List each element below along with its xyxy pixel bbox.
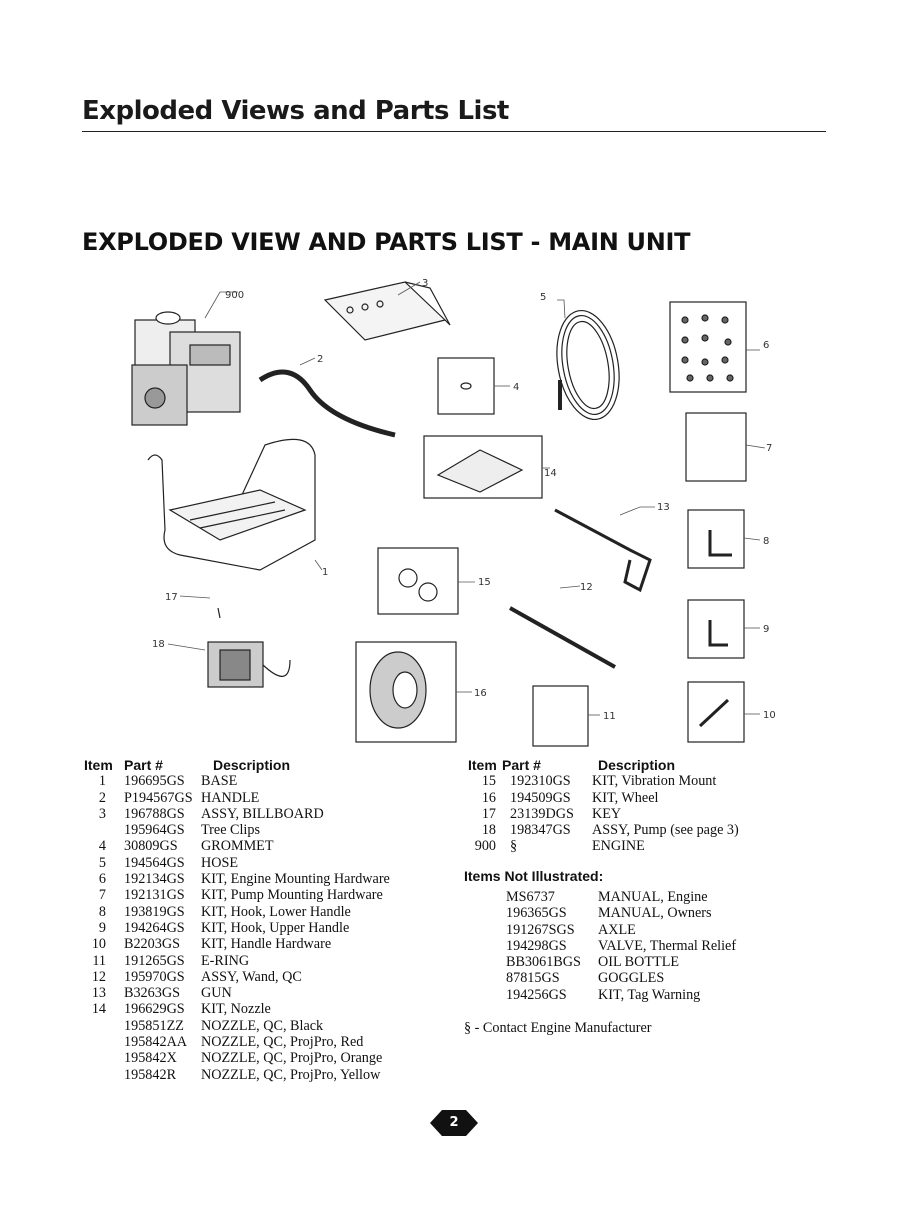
header-description: Description: [213, 757, 291, 773]
table-row: [84, 953, 390, 969]
hose-illustration: [549, 306, 627, 425]
part-description: ASSY, Wand, QC: [201, 968, 302, 985]
part-description: VALVE, Thermal Relief: [598, 937, 737, 954]
part-description: KIT, Nozzle: [201, 1001, 271, 1018]
grommet-box: [438, 358, 494, 414]
part-description: Tree Clips: [201, 822, 260, 839]
not-illustrated-list: [506, 889, 736, 1003]
part-number: 195842R: [124, 1066, 177, 1083]
list-item: [506, 970, 736, 986]
part-number: 194298GS: [506, 937, 567, 954]
item-number: [84, 1034, 110, 1050]
part-number: B3263GS: [124, 985, 180, 1002]
not-illustrated-title: Items Not Illustrated:: [464, 868, 604, 884]
part-number: P194567GS: [124, 789, 193, 806]
part-number: 196365GS: [506, 905, 567, 922]
callout-7: 7: [766, 443, 773, 454]
callout-6: 6: [763, 340, 770, 351]
part-number: 191265GS: [124, 952, 185, 969]
header-item: Item: [468, 757, 497, 773]
item-number: 9: [98, 919, 106, 936]
header-divider: [82, 131, 826, 132]
part-number: 191267SGS: [506, 921, 575, 938]
part-description: KIT, Pump Mounting Hardware: [201, 887, 383, 904]
part-description: GUN: [201, 985, 232, 1002]
table-header: [84, 757, 390, 773]
part-description: KIT, Hook, Lower Handle: [201, 903, 351, 920]
pump-illustration: [208, 642, 290, 687]
callout-900: 900: [225, 290, 245, 301]
part-number: MS6737: [506, 889, 555, 905]
item-number: 14: [91, 1001, 106, 1018]
part-description: OIL BOTTLE: [598, 954, 680, 971]
item-number: [84, 822, 110, 838]
part-description: MANUAL, Owners: [598, 905, 712, 922]
part-number: 192134GS: [124, 871, 185, 888]
part-description: ASSY, Pump (see page 3): [592, 822, 739, 839]
part-description: KIT, Hook, Upper Handle: [201, 919, 350, 936]
part-number: 23139DGS: [510, 805, 574, 822]
list-item: [506, 889, 736, 905]
part-description: NOZZLE, QC, Black: [201, 1017, 324, 1034]
parts-table-right: [468, 757, 739, 855]
item-number: 11: [92, 952, 106, 969]
list-item: [506, 922, 736, 938]
part-description: NOZZLE, QC, ProjPro, Red: [201, 1034, 364, 1051]
item-number: 10: [91, 936, 106, 953]
item-number: 3: [98, 805, 106, 822]
callout-12: 12: [580, 582, 593, 593]
callout-17: 17: [165, 592, 178, 603]
callout-8: 8: [763, 536, 770, 547]
part-description: HOSE: [201, 854, 239, 871]
part-number: 195842AA: [124, 1034, 188, 1051]
part-number: 194509GS: [510, 789, 571, 806]
part-number: 196695GS: [124, 773, 185, 790]
part-number: 193819GS: [124, 903, 185, 920]
item-number: [84, 1067, 110, 1083]
callout-3: 3: [422, 278, 429, 289]
table-row: [84, 920, 390, 936]
callout-2: 2: [317, 354, 324, 365]
part-number: 195964GS: [124, 822, 185, 839]
part-description: KIT, Tag Warning: [598, 986, 701, 1003]
callout-18: 18: [152, 639, 165, 650]
item-number: 5: [98, 854, 106, 871]
table-header: [468, 757, 739, 773]
part-number: §: [510, 838, 518, 855]
part-number: 192131GS: [124, 887, 185, 904]
item-number: [84, 1050, 110, 1066]
part-description: KIT, Handle Hardware: [201, 936, 332, 953]
table-row: [84, 1018, 390, 1034]
header-part: Part #: [124, 757, 163, 773]
base-illustration: [148, 439, 315, 570]
section-title: EXPLODED VIEW AND PARTS LIST - MAIN UNIT: [82, 228, 691, 256]
table-row: [84, 1067, 390, 1083]
part-description: BASE: [201, 773, 238, 790]
table-row: [84, 1001, 390, 1017]
wand-illustration: [510, 608, 615, 667]
callout-1: 1: [322, 567, 329, 578]
table-row: [84, 838, 390, 854]
header-description: Description: [598, 757, 676, 773]
callout-4: 4: [513, 382, 520, 393]
item-number: 4: [98, 838, 106, 855]
upper-hook-box: [688, 600, 744, 658]
table-row: [84, 985, 390, 1001]
item-number: 8: [98, 903, 106, 920]
table-row: [468, 790, 739, 806]
part-number: 195842X: [124, 1050, 177, 1067]
part-number: 87815GS: [506, 970, 560, 987]
item-number: 2: [98, 789, 106, 806]
pump-hardware-box: [686, 413, 746, 481]
part-description: NOZZLE, QC, ProjPro, Orange: [201, 1050, 383, 1067]
callout-9: 9: [763, 624, 770, 635]
part-number: 194564GS: [124, 854, 185, 871]
part-number: 195970GS: [124, 968, 185, 985]
page-number-badge: [430, 1110, 478, 1136]
item-number: 6: [98, 871, 106, 888]
callout-15: 15: [478, 577, 491, 588]
item-number: 13: [91, 985, 106, 1002]
footnote: § - Contact Engine Manufacturer: [464, 1020, 652, 1036]
table-row: [468, 838, 739, 854]
part-number: 194264GS: [124, 919, 185, 936]
table-row: [84, 871, 390, 887]
gun-illustration: [555, 510, 650, 590]
part-number: 196788GS: [124, 805, 185, 822]
page-header: [82, 96, 826, 126]
table-row: [84, 1050, 390, 1066]
lower-hook-box: [688, 510, 744, 568]
part-description: MANUAL, Engine: [598, 889, 708, 905]
part-number: B2203GS: [124, 936, 180, 953]
parts-table-left: [84, 757, 390, 1083]
table-row: [84, 969, 390, 985]
e-ring-box: [533, 686, 588, 746]
part-description: GOGGLES: [598, 970, 665, 987]
part-number: 194256GS: [506, 986, 567, 1003]
part-description: AXLE: [598, 921, 636, 938]
item-number: [84, 1018, 110, 1034]
callout-5: 5: [540, 292, 547, 303]
table-row: [84, 822, 390, 838]
part-number: 192310GS: [510, 773, 571, 790]
callout-11: 11: [603, 711, 616, 722]
part-description: E-RING: [201, 952, 250, 969]
item-number: 12: [91, 968, 106, 985]
list-item: [506, 954, 736, 970]
item-number: 15: [481, 773, 496, 790]
callout-14: 14: [544, 468, 557, 479]
part-description: KIT, Engine Mounting Hardware: [201, 871, 390, 888]
table-row: [468, 822, 739, 838]
part-number: BB3061BGS: [506, 954, 581, 971]
part-description: KIT, Wheel: [592, 789, 659, 806]
list-item: [506, 987, 736, 1003]
part-description: NOZZLE, QC, ProjPro, Yellow: [201, 1066, 381, 1083]
part-description: KEY: [592, 805, 622, 822]
part-description: ASSY, BILLBOARD: [201, 805, 324, 822]
part-description: GROMMET: [201, 838, 274, 855]
table-row: [84, 773, 390, 789]
item-number: 7: [98, 887, 106, 904]
callout-13: 13: [657, 502, 670, 513]
vibration-mount-box: [378, 548, 458, 614]
part-number: 195851ZZ: [124, 1017, 184, 1034]
item-number: 18: [481, 822, 496, 839]
item-number: 1: [98, 773, 106, 790]
table-row: [84, 904, 390, 920]
table-row: [468, 773, 739, 789]
table-row: [468, 806, 739, 822]
part-description: ENGINE: [592, 838, 645, 855]
table-row: [84, 806, 390, 822]
callout-10: 10: [763, 710, 776, 721]
item-number: 16: [481, 789, 496, 806]
part-number: 198347GS: [510, 822, 571, 839]
header-part: Part #: [502, 757, 541, 773]
table-row: [84, 790, 390, 806]
part-description: KIT, Vibration Mount: [592, 773, 717, 790]
part-number: 30809GS: [124, 838, 178, 855]
callout-16: 16: [474, 688, 487, 699]
key-illustration: [218, 608, 220, 618]
part-description: HANDLE: [201, 789, 260, 806]
table-row: [84, 887, 390, 903]
engine-illustration: [132, 312, 240, 425]
table-row: [84, 855, 390, 871]
list-item: [506, 938, 736, 954]
billboard-illustration: [325, 282, 450, 340]
list-item: [506, 905, 736, 921]
item-number: 900: [474, 838, 496, 855]
handle-illustration: [260, 372, 395, 435]
table-row: [84, 1034, 390, 1050]
page-title: Exploded Views and Parts List: [82, 96, 509, 126]
part-number: 196629GS: [124, 1001, 185, 1018]
item-number: 17: [481, 805, 496, 822]
table-row: [84, 936, 390, 952]
exploded-view-diagram: [60, 270, 800, 750]
header-item: Item: [84, 757, 113, 773]
page-number: 2: [449, 1115, 459, 1130]
